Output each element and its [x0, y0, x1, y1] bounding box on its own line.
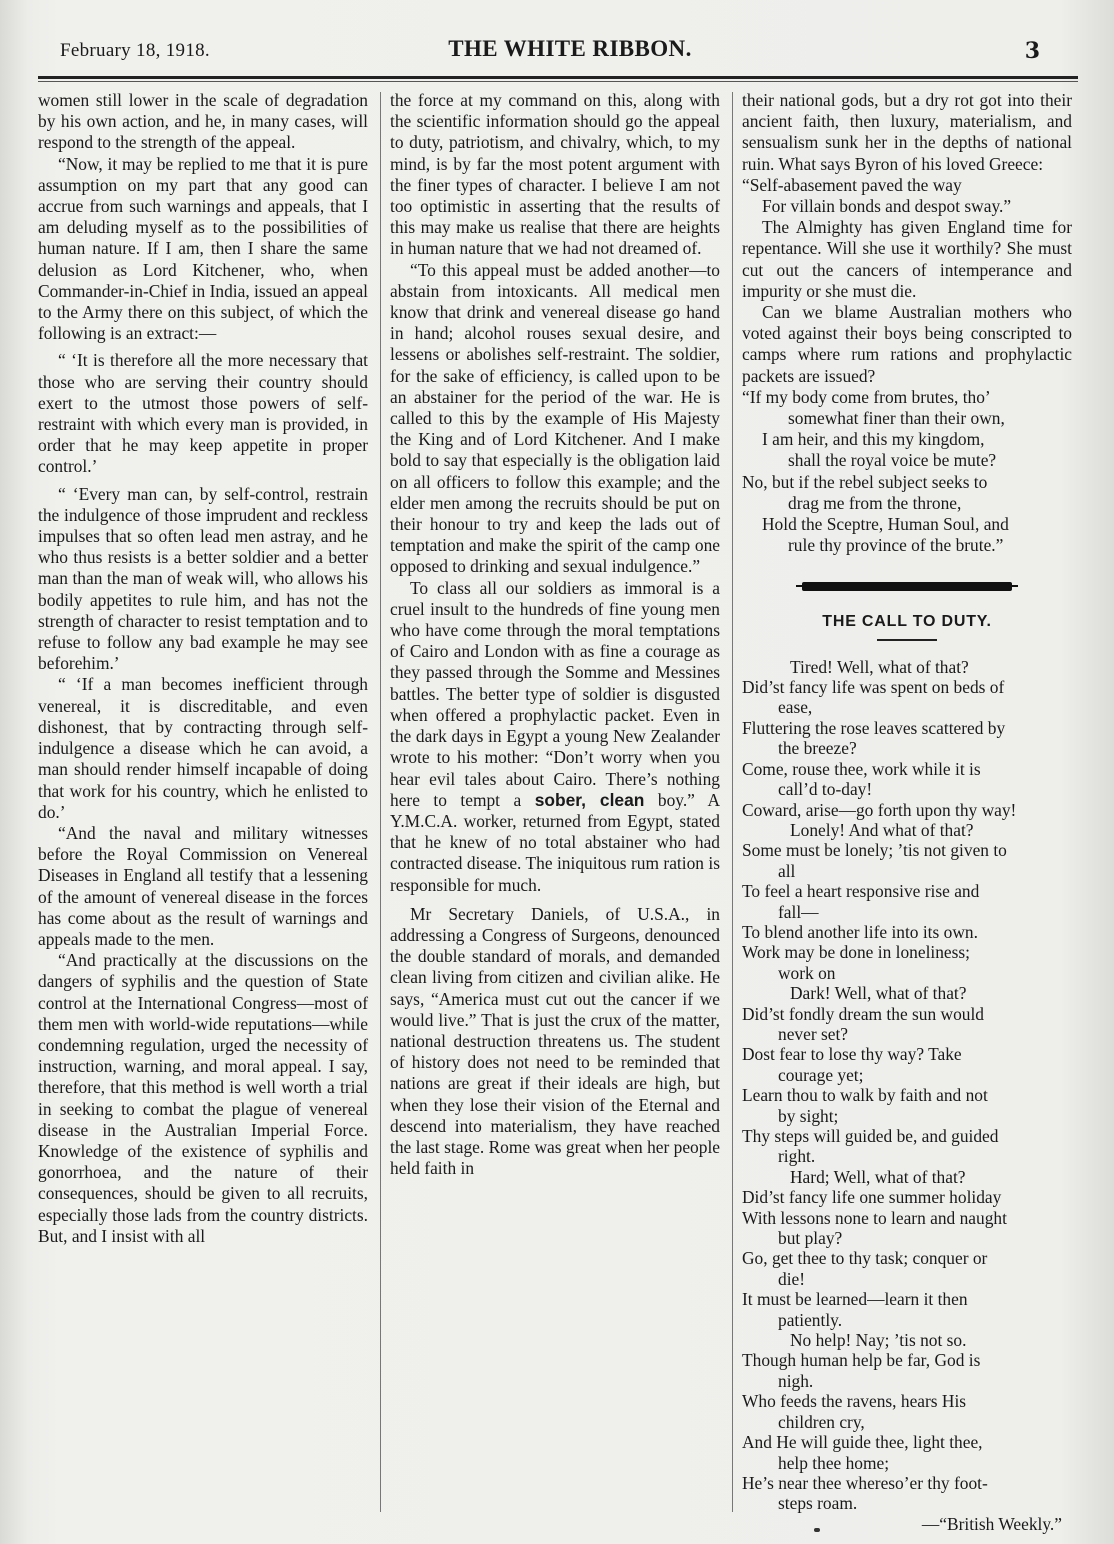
- verse-line: For villain bonds and despot sway.”: [762, 196, 1012, 217]
- poem-line: Coward, arise—go forth upon thy way!: [742, 799, 1017, 820]
- poem-line: Who feeds the ravens, hears His: [742, 1391, 967, 1412]
- paragraph: “And practically at the discussions on the dangers of syphilis and the question of State control at the International Congress—most of them men with world-wide reputations—while condemning regulation, urged the necessity of instruction, warning, and moral appeal. I say, therefore, that this method is well worth a trial in seeking to combat the plague of venereal disease in the Australian Imperial Force. Knowledge of the existence of syphilis and gonorrhoea, and the nature of their consequences, should be given to all recruits, especially those lads from the country districts. But, and I insist with all: [38, 950, 368, 1246]
- poem-line: help thee home;: [778, 1452, 890, 1473]
- paragraph: [390, 578, 720, 896]
- poem-line: Though human help be far, God is: [742, 1350, 981, 1371]
- paragraph: “And the naval and military witnesses before the Royal Commission on Venereal Diseases in England all testify that a lessening of the amount of venereal disease in the forces has come about as the result of warnings and appeals made to the men.: [38, 822, 368, 949]
- poem-line: Learn thou to walk by faith and not: [742, 1085, 988, 1106]
- quoted-paragraph: “ ‘It is therefore all the more necessary that those who are serving their country should exert to the utmost those powers of self-restraint with which every man is provided, in order that he may keep appetite in proper control.’: [38, 350, 368, 477]
- verse-line: I am heir, and this my kingdom,: [762, 429, 985, 450]
- poem-line: die!: [778, 1268, 806, 1289]
- poem-line: patiently.: [778, 1309, 843, 1330]
- poem-line: To feel a heart responsive rise and: [742, 881, 980, 902]
- paragraph: their national gods, but a dry rot got into their ancient faith, then luxury, materialism, and sensualism sunk her in the depths of national ruin. What says Byron of his loved Greece:: [742, 90, 1072, 174]
- paragraph: women still lower in the scale of degradation by his own action, and he, in many cases, will respond to the strength of the appeal.: [38, 90, 368, 153]
- header-rule: [38, 76, 1078, 79]
- poem-line: Thy steps will guided be, and guided: [742, 1126, 999, 1147]
- column-2: [390, 90, 720, 1179]
- poem-title: THE CALL TO DUTY.: [822, 613, 992, 631]
- poem-line: ease,: [778, 697, 813, 718]
- column-1: [38, 90, 368, 1247]
- paragraph: the force at my command on this, along with the scientific information should go the appeal to duty, patriotism, and chivalry, which, to my mind, is by far the most potent argument with the finer types of character. I believe I am not too optimistic in asserting that the results of this may make us realise that there are heights in human nature that we had not dreamed of.: [390, 90, 720, 259]
- byron-quote: [742, 175, 1072, 217]
- issue-date: February 18, 1918.: [60, 40, 210, 61]
- verse-line: Hold the Sceptre, Human Soul, and: [762, 514, 1009, 535]
- publication-title: THE WHITE RIBBON.: [448, 36, 692, 61]
- page-header: [60, 36, 1080, 70]
- paragraph-text: boy.”: [657, 789, 695, 810]
- poem-line: Go, get thee to thy task; conquer or: [742, 1248, 988, 1269]
- paragraph: “Now, it may be replied to me that it is pure assumption on my part that any good can accrue from such warnings and appeals, that I am deluding myself as to the possibilities of human nature. If I am, then I share the same delusion as Lord Kitchener, who, when Commander-in-Chief in India, issued an appeal to the Army there on this subject, of which the following is an extract:—: [38, 153, 368, 344]
- poem-line: but play?: [778, 1228, 843, 1249]
- poem-line: courage yet;: [778, 1064, 864, 1085]
- poem-line: Fluttering the rose leaves scattered by: [742, 717, 1006, 738]
- footer-mark: [814, 1528, 820, 1532]
- poem-line: Did’st fancy life one summer holiday: [742, 1187, 1002, 1208]
- poem-line: nigh.: [778, 1370, 814, 1391]
- paragraph: The Almighty has given England time for repentance. Will she use it worthily? She must cut out the cancers of intemperance and impurity or she must die.: [742, 217, 1072, 301]
- column-divider: [732, 92, 733, 1512]
- call-to-duty-poem: [742, 657, 1072, 1514]
- verse-line: “Self-abasement paved the way: [742, 174, 962, 195]
- poem-line: Come, rouse thee, work while it is: [742, 758, 981, 779]
- poem-line: Dark! Well, what of that?: [790, 983, 967, 1004]
- verse-line: somewhat finer than their own,: [788, 408, 1005, 429]
- poem-line: steps roam.: [778, 1493, 858, 1514]
- page-number: 3: [1024, 38, 1040, 64]
- header-rule-thin: [38, 81, 1078, 82]
- poem-line: Hard; Well, what of that?: [790, 1166, 966, 1187]
- paragraph-text: To class all our soldiers as immoral is a cruel insult to the hundreds of fine young men who have come through the moral temptations of Cairo and London with as fine a courage as they passed through the Somme and Messines battles. The better type of soldier is disgusted when offered a prophylactic packet. Even in the dark days in Egypt a young New Zealander wrote to his mother: “Don’t worry when you hear evil tales about Cairo. There’s nothing here to tempt a: [390, 577, 720, 810]
- poem-line: Tired! Well, what of that?: [790, 656, 969, 677]
- verse-line: “If my body come from brutes, tho’: [742, 386, 991, 407]
- quoted-paragraph: “ ‘Every man can, by self-control, restrain the indulgence of those imprudent and reckless impulses that so often lead men astray, and he who thus resists is a better soldier and a better man than the man of weak will, who allows his bodily appetites to rule him, and has not the strength of character to resist temptation and to refuse to follow any bad example he may see beforehim.’: [38, 483, 368, 674]
- verse-quote: [742, 387, 1072, 557]
- poem-line: Did’st fondly dream the sun would: [742, 1003, 984, 1024]
- poem-line: fall—: [778, 901, 819, 922]
- paragraph: Mr Secretary Daniels, of U.S.A., in addressing a Congress of Surgeons, denounced the double standard of morals, and demanded clean living from citizen and civilian alike. He says, “America must cut out the cancer if we would live.” That is just the crux of the matter, national destruction threatens us. The student of history does not need to be reminded that nations are great if their ideals are high, but when they lose their vision of the Eternal and descend into materialism, they have reached the last stage. Rome was great when her people held faith in: [390, 903, 720, 1179]
- poem-line: With lessons none to learn and naught: [742, 1207, 1007, 1228]
- ornament-bar: [802, 582, 1012, 591]
- poem-line: Work may be done in loneliness;: [742, 942, 971, 963]
- poem-line: children cry,: [778, 1411, 865, 1432]
- verse-line: drag me from the throne,: [788, 492, 962, 513]
- poem-line: He’s near thee whereso’er thy foot-: [742, 1472, 988, 1493]
- title-rule: [877, 639, 937, 641]
- poem-line: Dost fear to lose thy way? Take: [742, 1044, 962, 1065]
- column-divider: [380, 92, 381, 1512]
- emphasis-text: sober, clean: [534, 789, 645, 810]
- verse-line: No, but if the rebel subject seeks to: [742, 471, 988, 492]
- poem-line: It must be learned—learn it then: [742, 1289, 968, 1310]
- poem-line: the breeze?: [778, 738, 857, 759]
- poem-line: call’d to-day!: [778, 779, 873, 800]
- column-3: [742, 90, 1072, 1535]
- poem-line: Some must be lonely; ’tis not given to: [742, 840, 1007, 861]
- poem-line: never set?: [778, 1023, 849, 1044]
- poem-line: all: [778, 860, 796, 881]
- paragraph: Can we blame Australian mothers who voted against their boys being conscripted to camps where rum rations and prophylactic packets are issued?: [742, 302, 1072, 386]
- poem-attribution: —“British Weekly.”: [921, 1513, 1062, 1534]
- ornament-divider: [742, 582, 1072, 591]
- poem-line: And He will guide thee, light thee,: [742, 1432, 983, 1453]
- quoted-paragraph: “ ‘If a man becomes inefficient through venereal, it is discreditable, and even dishonest, that by contracting through self-indulgence a disease which he can avoid, a man should render himself incapable of doing that work for his country, which he enlisted to do.’: [38, 674, 368, 822]
- poem-line: Lonely! And what of that?: [790, 819, 974, 840]
- verse-line: rule thy province of the brute.”: [788, 535, 1004, 556]
- paragraph: “To this appeal must be added another—to abstain from intoxicants. All medical men know that drink and venereal disease go hand in hand; alcohol rouses sexual desire, and lessens or abolishes self-restraint. The soldier, for the sake of efficiency, is called upon to be an abstainer for the period of the war. He is called to this by the example of His Majesty the King and of Lord Kitchener. And I make bold to say that especially is the obligation laid on all officers to follow this example; and the elder men among the recruits should be put on their honour to try and keep the lads out of temptation and make the spirit of the camp one opposed to drinking and sexual indulgence.”: [390, 259, 720, 577]
- verse-line: shall the royal voice be mute?: [788, 450, 997, 471]
- poem-line: right.: [778, 1146, 816, 1167]
- poem-line: To blend another life into its own.: [742, 921, 978, 942]
- paragraph-text: A Y.M.C.A. worker, returned from Egypt, stated that he knew of no total abstainer who had contracted disease. The iniquitous rum ration is responsible for much.: [390, 789, 720, 895]
- poem-line: Did’st fancy life was spent on beds of: [742, 677, 1005, 698]
- poem-line: by sight;: [778, 1105, 839, 1126]
- poem-line: No help! Nay; ’tis not so.: [790, 1330, 967, 1351]
- poem-line: work on: [778, 962, 836, 983]
